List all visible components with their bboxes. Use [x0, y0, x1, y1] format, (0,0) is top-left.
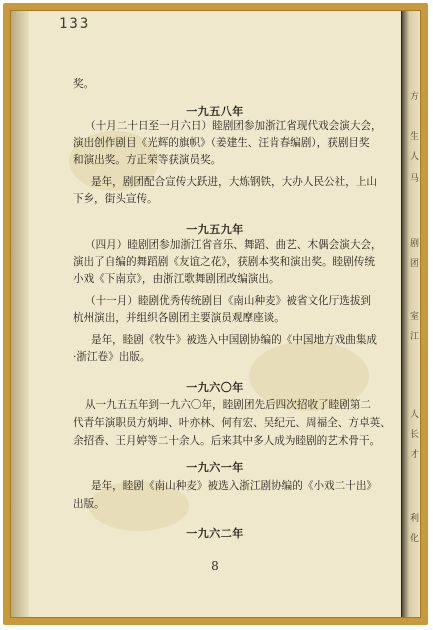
- margin-glyph: 长: [410, 430, 420, 440]
- text-line: ·浙江卷》出版。: [73, 351, 151, 363]
- adjacent-page-edge: [401, 11, 421, 618]
- margin-glyph: 生: [410, 132, 420, 142]
- year-heading-1958: 一九五八年: [186, 105, 244, 118]
- text-line: 出版。: [73, 498, 105, 510]
- margin-glyph: 室: [410, 312, 420, 322]
- margin-glyph: 人: [410, 410, 420, 420]
- margin-glyph: 马: [410, 174, 420, 184]
- year-heading-1959: 一九五九年: [186, 223, 244, 236]
- page-gutter-shadow: [11, 11, 29, 618]
- text-line: 演出了自编的舞蹈剧《友谊之花》，获剧本奖和演出奖。睦剧传统: [73, 256, 375, 268]
- text-line: 和演出奖。方正荣等获演员奖。: [73, 154, 222, 166]
- year-heading-1961: 一九六一年: [186, 461, 244, 474]
- margin-glyph: 才: [410, 450, 420, 460]
- text-line: 是年，睦剧《南山种麦》被选入浙江剧协编的《小戏二十出》: [91, 480, 378, 492]
- text-line: 演出创作剧目《光辉的旗帜》（姜建生、汪肯春编剧），获剧目奖: [73, 137, 370, 149]
- bottom-page-number: 8: [211, 559, 219, 573]
- text-line: 小戏《下南京》，由浙江歌舞剧团改编演出。: [73, 273, 280, 285]
- margin-glyph: 团: [410, 259, 420, 269]
- margin-glyph: 利: [410, 514, 420, 524]
- margin-glyph: 剧: [410, 239, 420, 249]
- outer-frame: [3, 3, 428, 625]
- text-line: 余招香、王月婷等二十余人。后来其中多人成为睦剧的艺术骨干。: [73, 435, 381, 447]
- text-line: 下乡，街头宣传。: [73, 193, 158, 205]
- text-line: 从一九五五年到一九六〇年，睦剧团先后四次招收了睦剧第二: [85, 399, 372, 411]
- scan-area: [10, 10, 421, 618]
- top-page-number: 133: [59, 16, 91, 32]
- text-line: （十月二十日至一月六日）睦剧团参加浙江省现代戏会演大会，: [85, 120, 382, 132]
- text-line: （四月）睦剧团参加浙江省音乐、舞蹈、曲艺、木偶会演大会，: [85, 239, 382, 251]
- text-line: 代青年演职员方炳坤、叶亦林、何有宏、吴纪元、周福全、方卓英、: [73, 417, 391, 429]
- margin-glyph: 化: [410, 534, 420, 544]
- margin-glyph: 江: [410, 332, 420, 342]
- text-line: 是年，剧团配合宣传大跃进，大炼钢铁，大办人民公社，上山: [91, 176, 378, 188]
- year-heading-1960: 一九六〇年: [186, 381, 244, 394]
- margin-glyph: 人: [410, 152, 420, 162]
- document-page: [29, 11, 401, 618]
- text-line: 杭州演出，并组织各剧团主要演员观摩座谈。: [73, 312, 285, 324]
- text-line: 奖。: [73, 78, 95, 90]
- year-heading-1962: 一九六二年: [186, 527, 244, 540]
- margin-glyph: 方: [410, 92, 420, 102]
- text-line: 是年，睦剧《牧牛》被选入中国剧协编的《中国地方戏曲集成: [91, 334, 378, 346]
- text-line: （十一月）睦剧优秀传统剧目《南山种麦》被省文化厅选拔到: [85, 295, 372, 307]
